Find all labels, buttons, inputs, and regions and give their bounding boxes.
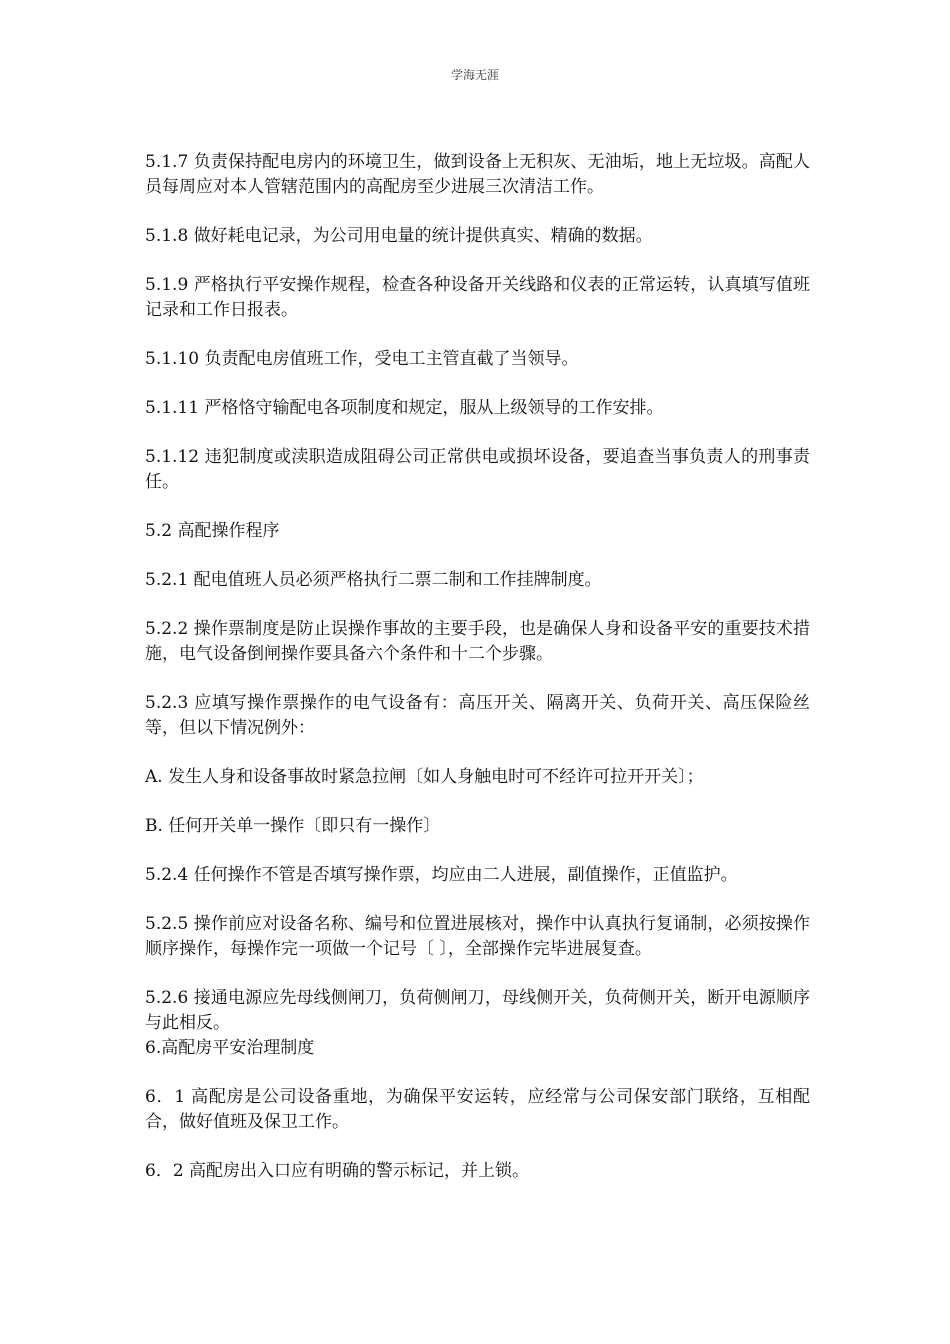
paragraph-5-1-9: 5.1.9 严格执行平安操作规程，检查各种设备开关线路和仪表的正常运转，认真填写值班记录和工作日报表。 [145,275,810,320]
section-heading-5-2: 5.2 高配操作程序 [145,521,280,541]
paragraph-5-2-1: 5.2.1 配电值班人员必须严格执行二票二制和工作挂牌制度。 [145,570,602,590]
paragraph-5-1-8: 5.1.8 做好耗电记录，为公司用电量的统计提供真实、精确的数据。 [145,226,653,246]
page-header: 学海无涯 [450,68,499,82]
paragraph-5-1-11: 5.1.11 严格恪守输配电各项制度和规定，服从上级领导的工作安排。 [145,398,664,418]
list-item-a: A. 发生人身和设备事故时紧急拉闸〔如人身触电时可不经许可拉开开关〕； [145,767,704,787]
paragraph-5-2-4: 5.2.4 任何操作不管是否填写操作票，均应由二人进展，副值操作，正值监护。 [145,865,738,885]
paragraph-5-1-12: 5.1.12 违犯制度或渎职造成阻碍公司正常供电或损坏设备，要追查当事负责人的刑事责任。 [145,447,810,492]
paragraph-5-1-10: 5.1.10 负责配电房值班工作，受电工主管直截了当领导。 [145,349,579,369]
paragraph-6-2: 6．2 高配房出入口应有明确的警示标记，并上锁。 [145,1161,530,1181]
document-body [145,150,810,1208]
paragraph-5-2-3: 5.2.3 应填写操作票操作的电气设备有：高压开关、隔离开关、负荷开关、高压保险丝等，但以下情况例外： [145,693,810,738]
paragraph-5-1-7: 5.1.7 负责保持配电房内的环境卫生，做到设备上无积灰、无油垢，地上无垃圾。高配人员每周应对本人管辖范围内的高配房至少进展三次清洁工作。 [145,152,810,197]
paragraph-5-2-5: 5.2.5 操作前应对设备名称、编号和位置进展核对，操作中认真执行复诵制，必须按操作顺序操作，每操作完一项做一个记号〔 〕，全部操作完毕进展复查。 [145,914,810,959]
section-heading-6: 6.高配房平安治理制度 [145,1038,315,1058]
paragraph-5-2-6: 5.2.6 接通电源应先母线侧闸刀，负荷侧闸刀，母线侧开关，负荷侧开关，断开电源顺序与此相反。 [145,988,810,1033]
paragraph-5-2-2: 5.2.2 操作票制度是防止误操作事故的主要手段，也是确保人身和设备平安的重要技术措施，电气设备倒闸操作要具备六个条件和十二个步骤。 [145,619,810,664]
paragraph-6-1: 6．1 高配房是公司设备重地，为确保平安运转，应经常与公司保安部门联络，互相配合，做好值班及保卫工作。 [145,1087,810,1132]
list-item-b: B. 任何开关单一操作〔即只有一操作〕 [145,816,441,836]
